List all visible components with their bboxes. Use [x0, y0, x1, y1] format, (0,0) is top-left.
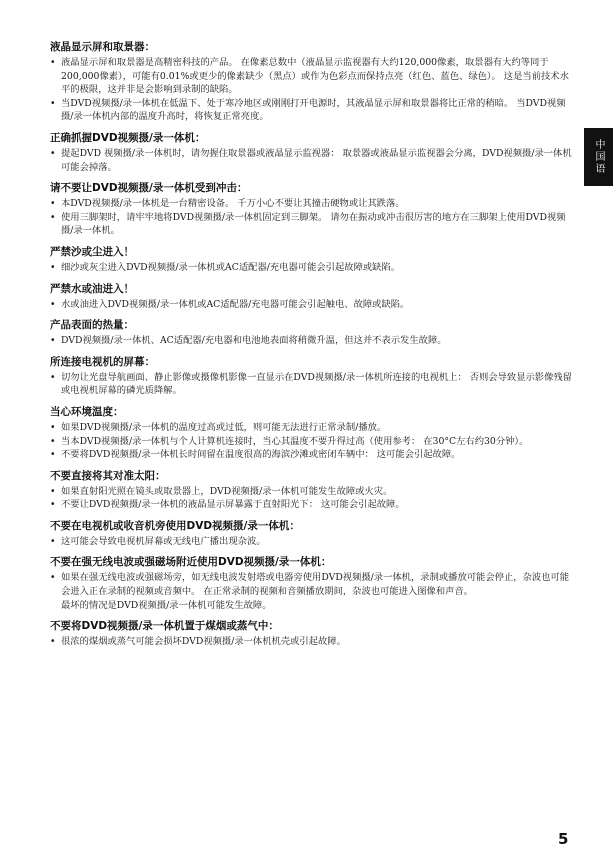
section-hold-correctly [50, 131, 572, 174]
section-heading: 不要将DVD视频摄/录一体机置于煤烟或蒸气中： [50, 620, 279, 633]
bullet-text: • 提起DVD 视频摄/录一体机时，请勿握住取景器或液晶显示监视器： 取景器或液晶显示监视器会分离，DVD视频摄/录一体机可能会掉落。 [61, 147, 572, 173]
language-side-tab-label: 中国语 [593, 139, 604, 175]
section-surface-heat [50, 318, 572, 348]
bullet-list [50, 371, 572, 398]
bullet-text: • 很浓的煤烟或蒸气可能会损坏DVD视频摄/录一体机机壳或引起故障。 [61, 636, 346, 648]
section-direct-sunlight [50, 469, 572, 512]
bullet-text: • 液晶显示屏和取景器是高精密科技的产品。 在像素总数中（液晶显示监视器有大约120,000像素，取景器有大约等同于200,000像素），可能有0.01%或更少的像素缺少（黑点）或作为色彩点而保持点亮（红色、蓝色、绿色）。 这是当前技术水平的极限，这并非是会影响到录制的缺陷。 [61, 57, 569, 96]
bullet-list [50, 571, 572, 612]
bullet-text: • 不要将DVD视频摄/录一体机长时间留在温度很高的海滨沙滩或密闭车辆中： 这可能会引起故障。 [61, 449, 461, 461]
section-heading: 当心环境温度： [50, 405, 124, 418]
bullet-text: • 当本DVD视频摄/录一体机与个人计算机连接时，当心其温度不要升得过高（使用参考： 在30°C左右约30分钟）。 [61, 435, 529, 447]
section-heading: 不要在电视机或收音机旁使用DVD视频摄/录一体机： [50, 519, 300, 532]
bullet-text: • 如果DVD视频摄/录一体机的温度过高或过低，则可能无法进行正常录制/播放。 [61, 421, 387, 433]
bullet-text: • 不要让DVD视频摄/录一体机的液晶显示屏暴露于直射阳光下： 这可能会引起故障。 [61, 499, 405, 511]
section-lcd-viewfinder [50, 40, 572, 124]
section-heading: 不要直接将其对准太阳： [50, 469, 166, 482]
bullet-text: • DVD视频摄/录一体机、AC适配器/充电器和电池地表面将稍微升温，但这并不表示发生故障。 [61, 335, 447, 347]
bullet-item [50, 298, 572, 312]
section-heading: 所连接电视机的屏幕： [50, 355, 155, 368]
bullet-item [50, 97, 572, 124]
section-heading: 不要在强无线电波或强磁场附近使用DVD视频摄/录一体机： [50, 556, 332, 569]
bullet-text: • 本DVD视频摄/录一体机是一台精密设备。 千万小心不要让其撞击硬物或让其跌落。 [61, 198, 405, 210]
bullet-item [50, 147, 572, 174]
page-number: 5 [558, 830, 569, 848]
bullet-item [50, 448, 572, 462]
section-heading: 严禁水或油进入！ [50, 282, 134, 295]
bullet-item [50, 635, 572, 649]
bullet-item [50, 421, 572, 435]
bullet-list [50, 298, 572, 312]
bullet-item [50, 535, 572, 549]
section-heading: 产品表面的热量： [50, 319, 134, 332]
section-heading: 正确抓握DVD视频摄/录一体机： [50, 131, 206, 144]
bullet-item [50, 211, 572, 238]
bullet-list [50, 485, 572, 512]
bullet-list [50, 147, 572, 174]
bullet-item [50, 571, 572, 612]
section-tv-screen [50, 355, 572, 398]
language-side-tab [584, 128, 613, 186]
section-heading: 请不要让DVD视频摄/录一体机受到冲击： [50, 182, 248, 195]
bullet-list [50, 334, 572, 348]
bullet-text: • 如果在强无线电波或强磁场旁，如无线电波发射塔或电器旁使用DVD视频摄/录一体机，录制或播放可能会停止，杂波也可能会进入正在录制的视频或音频中。 在正常录制的视频和音频播放期间，杂波也可能进入图像和声音。 [61, 572, 570, 598]
bullet-item [50, 435, 572, 449]
section-no-sand-dust [50, 245, 572, 275]
section-no-shock [50, 181, 572, 238]
bullet-item [50, 261, 572, 275]
bullet-list [50, 635, 572, 649]
precautions-page [50, 40, 572, 656]
bullet-list [50, 261, 572, 275]
bullet-item [50, 334, 572, 348]
bullet-list [50, 197, 572, 238]
section-heading: 严禁沙或尘进入！ [50, 245, 134, 258]
section-ambient-temperature [50, 405, 572, 462]
bullet-text: • 细沙或灰尘进入DVD视频摄/录一体机或AC适配器/充电器可能会引起故障或缺陷。 [61, 261, 401, 273]
bullet-item [50, 371, 572, 398]
bullet-item [50, 485, 572, 499]
bullet-item [50, 56, 572, 97]
bullet-list [50, 421, 572, 462]
bullet-text-continued: 最坏的情况是DVD视频摄/录一体机可能发生故障。 [61, 599, 272, 611]
bullet-text: • 水或油进入DVD视频摄/录一体机或AC适配器/充电器可能会引起触电、故障或缺陷。 [61, 298, 410, 310]
section-radio-waves-magnetic [50, 555, 572, 612]
section-no-water-oil [50, 282, 572, 312]
section-heading: 液晶显示屏和取景器： [50, 41, 155, 53]
bullet-text: • 使用三脚架时，请牢牢地将DVD视频摄/录一体机固定到三脚架。 请勿在振动或冲击很厉害的地方在三脚架上使用DVD视频摄/录一体机。 [61, 211, 566, 237]
bullet-text: • 当DVD视频摄/录一体机在低温下、处于寒冷地区或刚刚打开电源时，其液晶显示屏和取景器将比正常的稍暗。 当DVD视频摄/录一体机内部的温度升高时，将恢复正常亮度。 [61, 97, 566, 123]
section-soot-steam [50, 619, 572, 649]
section-near-tv-radio [50, 519, 572, 549]
bullet-text: • 切勿让光盘导航画面、静止影像或摄像机影像一直显示在DVD视频摄/录一体机所连接的电视机上： 否则会导致显示影像残留或电视机屏幕的磷光质降解。 [61, 371, 572, 397]
bullet-list [50, 535, 572, 549]
bullet-text: • 这可能会导致电视机屏幕或无线电广播出现杂波。 [61, 535, 266, 547]
bullet-item [50, 498, 572, 512]
bullet-list [50, 56, 572, 124]
bullet-text: • 如果直射阳光照在镜头或取景器上，DVD视频摄/录一体机可能发生故障或火灾。 [61, 485, 393, 497]
bullet-item [50, 197, 572, 211]
